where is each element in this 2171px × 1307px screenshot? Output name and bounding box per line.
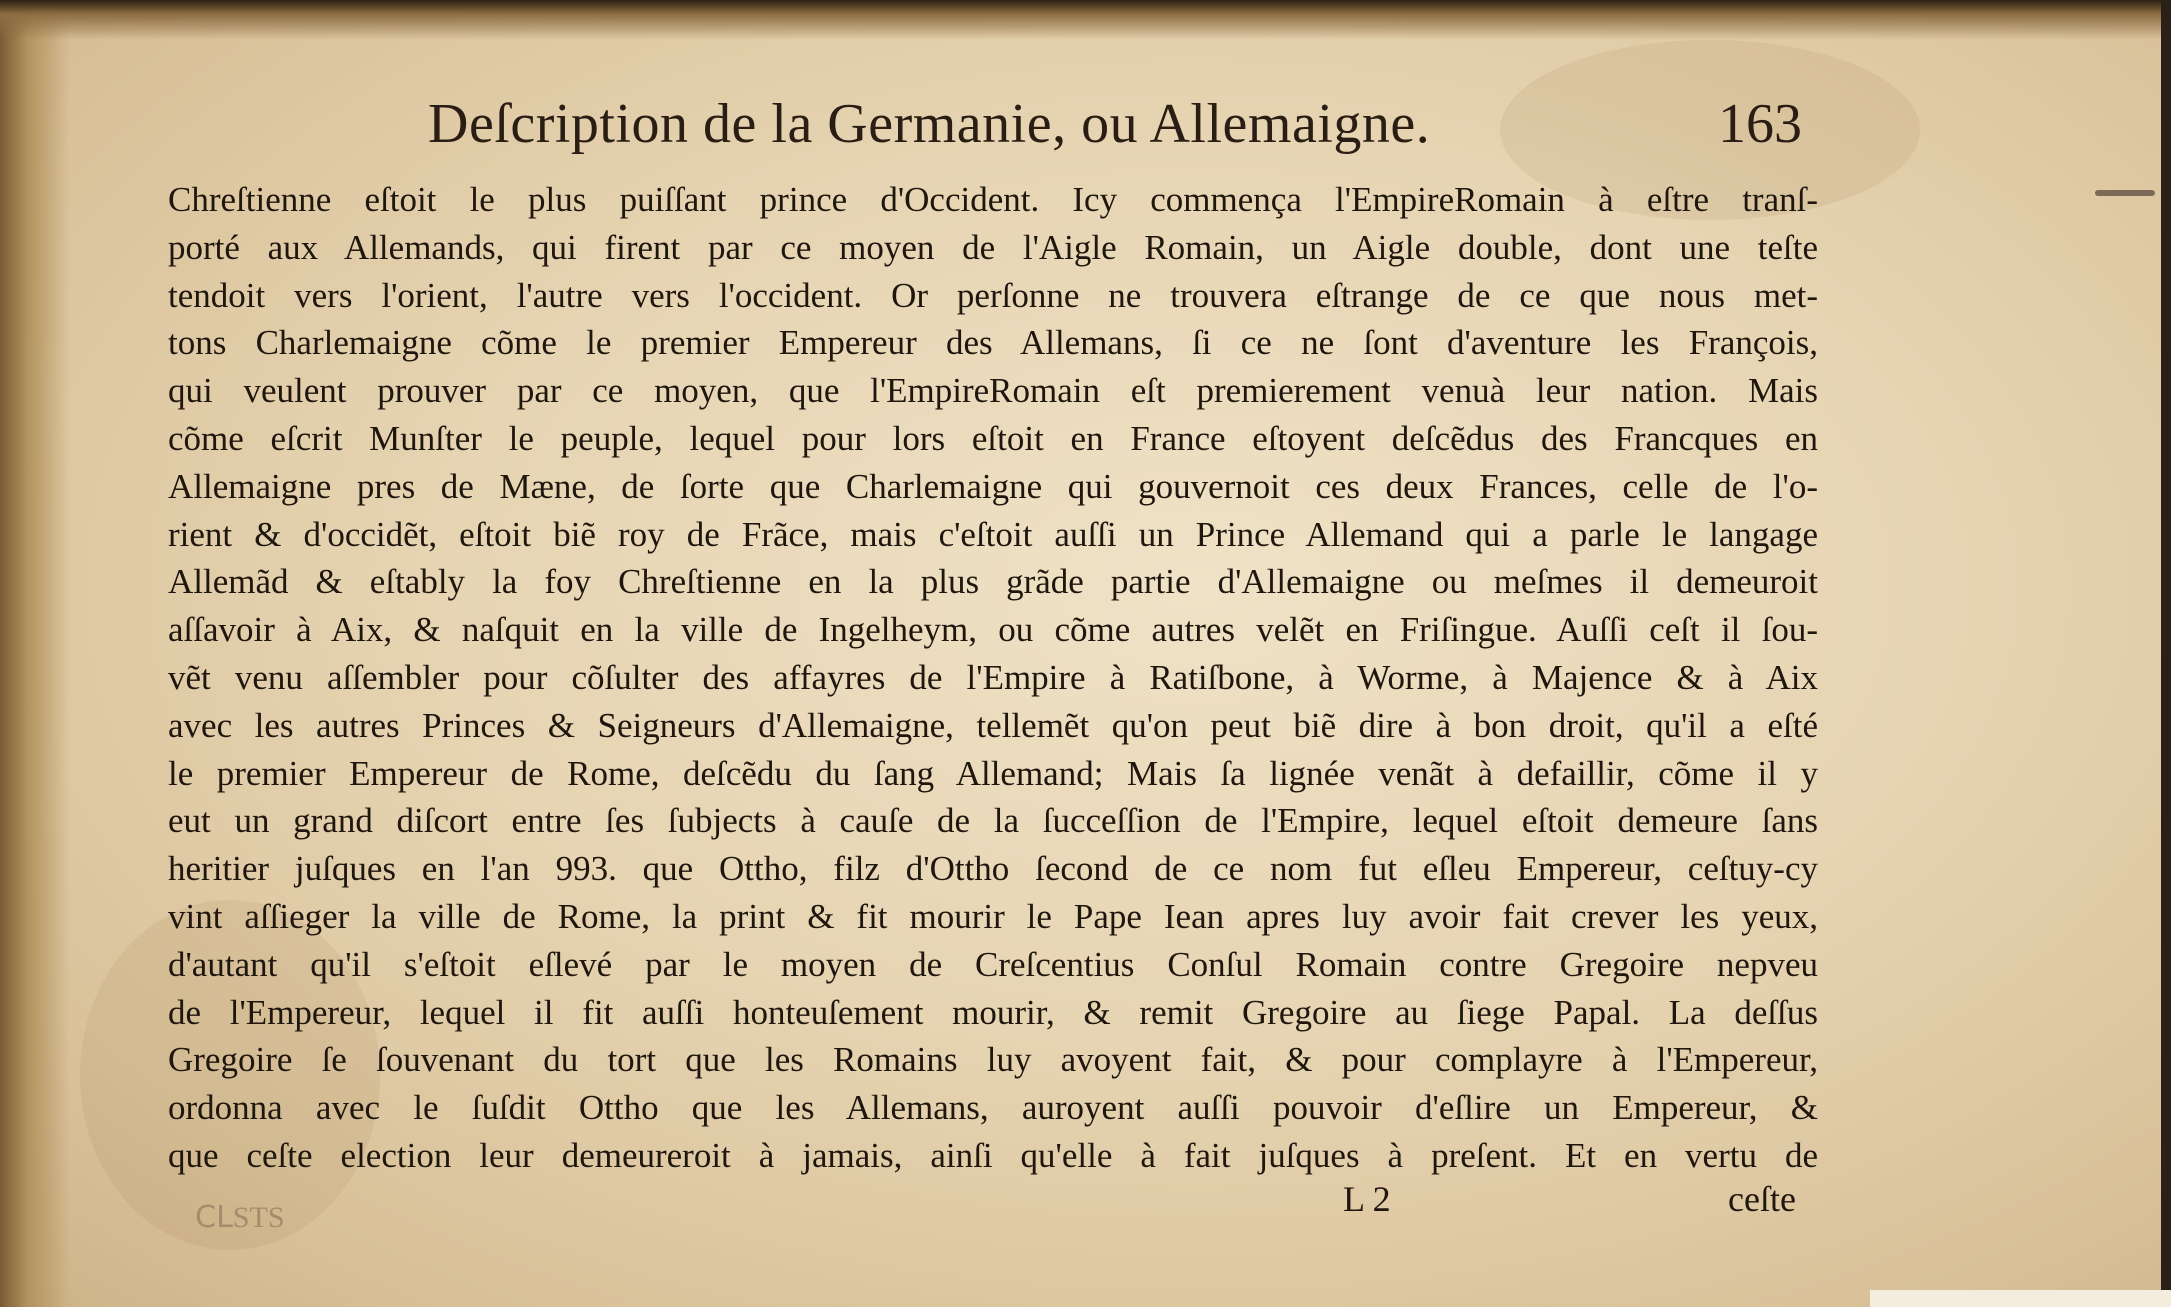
text-line: de l'Empereur, lequel il fit auſſi honteuſement mourir, & remit Gregoire au ſiege Papal. La deſſus <box>168 992 1818 1032</box>
text-line: cõme eſcrit Munſter le peuple, lequel pour lors eſtoit en France eſtoyent deſcẽdus des Francques en <box>168 418 1818 458</box>
text-line: Gregoire ſe ſouvenant du tort que les Romains luy avoyent fait, & pour complayre à l'Empereur, <box>168 1040 1818 1080</box>
text-line: rient & d'occidẽt, eſtoit biẽ roy de Frãce, mais c'eſtoit auſſi un Prince Allemand qui a parle le langage <box>168 514 1818 554</box>
catchword: ceſte <box>1728 1179 1796 1219</box>
text-line: vẽt venu aſſembler pour cõſulter des affayres de l'Empire à Ratiſbone, à Worme, à Majence & à Aix <box>168 657 1818 697</box>
show-through-text-graphic: ƧTƧ⅃Ↄ <box>195 1201 285 1234</box>
text-line: ordonna avec le ſuſdit Ottho que les Allemans, auroyent auſſi pouvoir d'eſlire un Empereur, & <box>168 1088 1818 1128</box>
text-line: aſſavoir à Aix, & naſquit en la ville de Ingelheym, ou cõme autres velẽt en Friſingue. Auſſi ceſt il ſou- <box>168 610 1818 650</box>
text-line: porté aux Allemands, qui firent par ce moyen de l'Aigle Romain, un Aigle double, dont une teſte <box>168 227 1818 267</box>
text-line: tendoit vers l'orient, l'autre vers l'occident. Or perſonne ne trouvera eſtrange de ce que nous met- <box>168 275 1818 315</box>
text-line: vint aſſieger la ville de Rome, la print & fit mourir le Pape Iean apres luy avoir fait crever les yeux, <box>168 896 1818 936</box>
text-line: heritier juſques en l'an 993. que Ottho, filz d'Ottho ſecond de ce nom fut eſleu Empereur, ceſtuy-cy <box>168 849 1818 889</box>
text-line: avec les autres Princes & Seigneurs d'Allemaigne, tellemẽt qu'on peut biẽ dire à bon droit, qu'il a eſté <box>168 705 1818 745</box>
text-line: Chreſtienne eſtoit le plus puiſſant prince d'Occident. Icy commença l'EmpireRomain à eſtre tranſ- <box>168 180 1818 219</box>
top-edge-shadow <box>0 0 2171 40</box>
page-header <box>0 92 2171 172</box>
margin-mark <box>2095 190 2155 196</box>
gutter-shadow <box>0 0 70 1307</box>
text-line: Allemaigne pres de Mæne, de ſorte que Charlemaigne qui gouvernoit ces deux Frances, celle de l'o- <box>168 466 1818 506</box>
text-line: tons Charlemaigne cõme le premier Empereur des Allemans, ſi ce ne ſont d'aventure les François, <box>168 323 1818 363</box>
text-line: d'autant qu'il s'eſtoit eſlevé par le moyen de Creſcentius Conſul Romain contre Gregoire nepveu <box>168 944 1818 984</box>
body-text <box>168 176 1818 1180</box>
text-line: le premier Empereur de Rome, deſcẽdu du ſang Allemand; Mais ſa lignée venãt à defaillir, cõme il y <box>168 753 1818 793</box>
text-line: qui veulent prouver par ce moyen, que l'EmpireRomain eſt premierement venuà leur nation. Mais <box>168 371 1818 411</box>
running-title: Deſcription de la Germanie, ou Allemaigne. <box>428 93 1431 155</box>
right-page-edge <box>2161 0 2171 1307</box>
signature-mark: L 2 <box>1343 1179 1391 1219</box>
page-footer <box>0 1178 2171 1238</box>
text-line: que ceſte election leur demeureroit à jamais, ainſi qu'elle à fait juſques à preſent. Et en vertu de <box>168 1135 1818 1175</box>
text-line: eut un grand diſcort entre ſes ſubjects à cauſe de la ſucceſſion de l'Empire, lequel eſtoit demeure ſans <box>168 801 1818 841</box>
text-line: Allemãd & eſtably la foy Chreſtienne en la plus grãde partie d'Allemaigne ou meſmes il demeuroit <box>168 562 1818 602</box>
page-number: 163 <box>1718 93 1802 155</box>
bottom-page-edge <box>1870 1290 2171 1307</box>
